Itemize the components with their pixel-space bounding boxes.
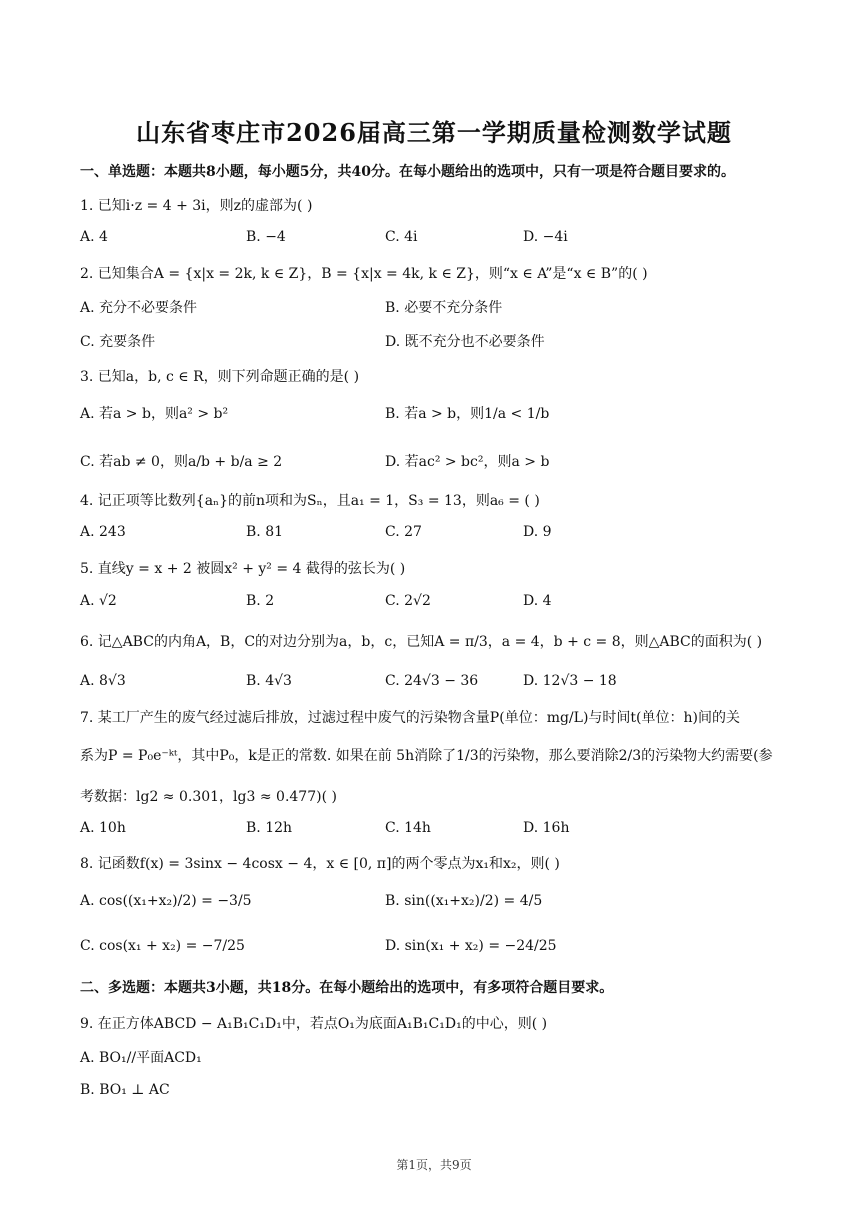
question-3-option-b: B. 若a > b，则1/a < 1/b	[385, 406, 550, 422]
question-5-stem: 5. 直线y = x + 2 被圆x² + y² = 4 截得的弦长为( )	[80, 561, 406, 577]
question-8-option-b: B. sin((x₁+x₂)/2) = 4/5	[385, 893, 543, 909]
question-1-option-c: C. 4i	[385, 229, 418, 245]
question-3-option-a: A. 若a > b，则a² > b²	[80, 406, 229, 422]
question-8-stem: 8. 记函数f(x) = 3sinx − 4cosx − 4，x ∈ [0, π]的两个零点为x₁和x₂，则( )	[80, 856, 560, 872]
question-4-option-a: A. 243	[80, 524, 126, 540]
question-7-stem: 7. 某工厂产生的废气经过滤后排放，过滤过程中废气的污染物含量P(单位：mg/L)与时间t(单位：h)间的关	[80, 710, 740, 726]
question-1-option-a: A. 4	[80, 229, 108, 245]
section-heading-multi-choice: 二、多选题：本题共3小题，共18分。在每小题给出的选项中，有多项符合题目要求。	[80, 980, 614, 996]
question-1-option-d: D. −4i	[523, 229, 568, 245]
question-2-option-d: D. 既不充分也不必要条件	[385, 334, 545, 350]
question-2-option-b: B. 必要不充分条件	[385, 300, 503, 316]
question-1-stem: 1. 已知i·z = 4 + 3i，则z的虚部为( )	[80, 198, 313, 214]
question-6-option-c: C. 24√3 − 36	[385, 673, 479, 689]
question-5-option-a: A. √2	[80, 593, 117, 609]
question-3-option-c: C. 若ab ≠ 0，则a/b + b/a ≥ 2	[80, 454, 283, 470]
question-2-stem: 2. 已知集合A = {x|x = 2k, k ∈ Z}，B = {x|x = 4k, k ∈ Z}，则“x ∈ A”是“x ∈ B”的( )	[80, 266, 648, 282]
question-4-option-d: D. 9	[523, 524, 552, 540]
question-6-stem: 6. 记△ABC的内角A，B，C的对边分别为a，b，c，已知A = π/3，a = 4，b + c = 8，则△ABC的面积为( )	[80, 634, 763, 650]
question-4-option-b: B. 81	[246, 524, 284, 540]
question-8-option-d: D. sin(x₁ + x₂) = −24/25	[385, 938, 557, 954]
question-2-option-a: A. 充分不必要条件	[80, 300, 198, 316]
page-title: 山东省枣庄市2026届高三第一学期质量检测数学试题	[136, 118, 732, 147]
question-6-option-b: B. 4√3	[246, 673, 292, 689]
question-6-option-a: A. 8√3	[80, 673, 126, 689]
question-7-stem-line-3: 考数据：lg2 ≈ 0.301，lg3 ≈ 0.477)( )	[80, 789, 337, 805]
question-3-option-d: D. 若ac² > bc²，则a > b	[385, 454, 550, 470]
question-4-stem: 4. 记正项等比数列{aₙ}的前n项和为Sₙ，且a₁ = 1，S₃ = 13，则a₆ = ( )	[80, 493, 540, 509]
question-7-stem-line-2: 系为P = P₀e⁻ᵏᵗ，其中P₀，k是正的常数. 如果在前 5h消除了1/3的污染物，那么要消除2/3的污染物大约需要(参	[80, 748, 773, 764]
section-heading-single-choice: 一、单选题：本题共8小题，每小题5分，共40分。在每小题给出的选项中，只有一项是符合题目要求的。	[80, 164, 735, 180]
question-4-option-c: C. 27	[385, 524, 422, 540]
question-3-stem: 3. 已知a，b, c ∈ R，则下列命题正确的是( )	[80, 369, 360, 385]
page-footer: 第1页，共9页	[396, 1158, 472, 1172]
question-5-option-b: B. 2	[246, 593, 275, 609]
question-9-stem: 9. 在正方体ABCD − A₁B₁C₁D₁中，若点O₁为底面A₁B₁C₁D₁的中心，则( )	[80, 1016, 548, 1032]
question-1-option-b: B. −4	[246, 229, 286, 245]
question-9-option-b: B. BO₁ ⊥ AC	[80, 1082, 170, 1098]
question-2-option-c: C. 充要条件	[80, 334, 156, 350]
question-7-option-b: B. 12h	[246, 820, 293, 836]
question-7-option-c: C. 14h	[385, 820, 431, 836]
question-5-option-c: C. 2√2	[385, 593, 431, 609]
question-7-option-a: A. 10h	[80, 820, 126, 836]
question-8-option-a: A. cos((x₁+x₂)/2) = −3/5	[80, 893, 252, 909]
question-6-option-d: D. 12√3 − 18	[523, 673, 617, 689]
question-8-option-c: C. cos(x₁ + x₂) = −7/25	[80, 938, 245, 954]
question-9-option-a: A. BO₁//平面ACD₁	[80, 1050, 202, 1066]
question-5-option-d: D. 4	[523, 593, 552, 609]
question-7-option-d: D. 16h	[523, 820, 570, 836]
